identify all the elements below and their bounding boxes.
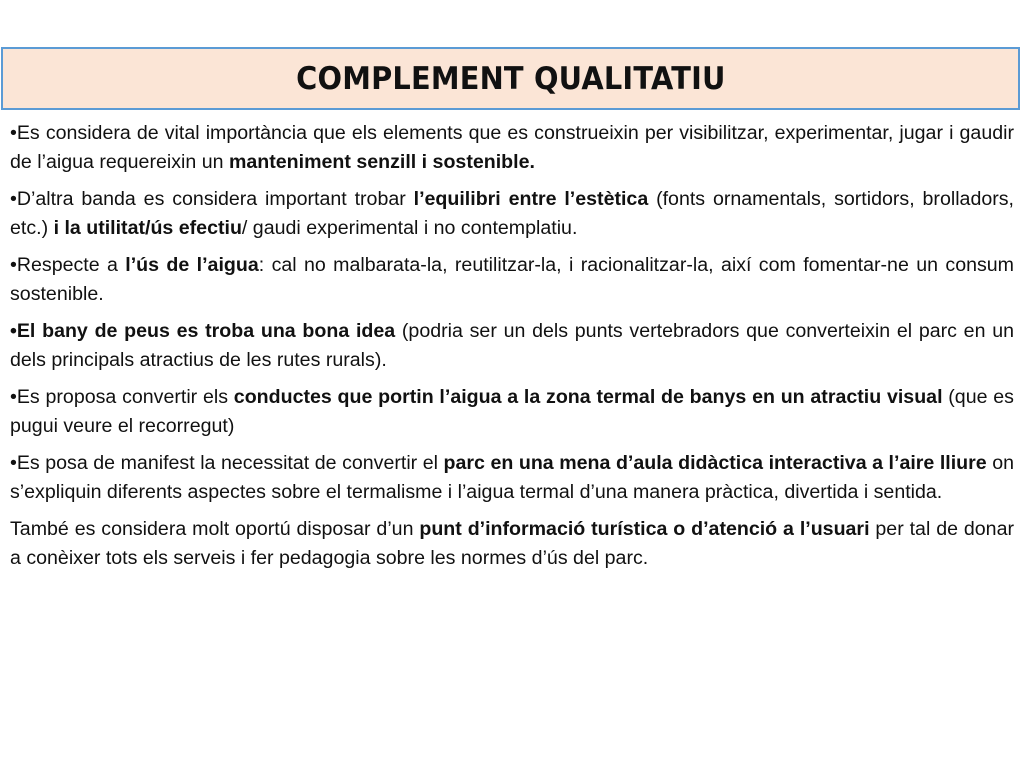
paragraph: [10, 383, 1014, 441]
paragraph-text: •Es posa de manifest la necessitat de convertir el: [10, 452, 444, 474]
paragraph: [10, 119, 1014, 177]
paragraph-text: També es considera molt oportú disposar d’un: [10, 518, 420, 540]
title-box: [1, 47, 1020, 110]
paragraph-text: (que es pugui veure el recorregut): [10, 386, 1014, 437]
paragraph: [10, 317, 1014, 375]
paragraph-text: (fonts ornamentals, sortidors, brolladors, etc.): [10, 188, 1014, 239]
paragraph-bold-text: conductes que portin l’aigua a la zona termal de banys en un atractiu visual: [233, 386, 943, 408]
slide-title: COMPLEMENT QUALITATIU: [295, 60, 726, 97]
paragraph-text: (podria ser un dels punts vertebradors que converteixin el parc en un dels principals atractius de les rutes rurals).: [10, 320, 1015, 371]
slide-body: [10, 119, 1014, 581]
paragraph-bold-text: punt d’informació turística o d’atenció a l’usuari: [419, 518, 870, 540]
paragraph-text: •Respecte a: [10, 254, 126, 276]
paragraph-bold-text: •El bany de peus es troba una bona idea: [10, 320, 396, 342]
paragraph-bold-text: l’ús de l’aigua: [125, 254, 259, 276]
paragraph: [10, 251, 1014, 309]
paragraph-bold-text: manteniment senzill i sostenible.: [228, 151, 535, 173]
paragraph-text: •D’altra banda es considera important trobar: [10, 188, 414, 210]
paragraph-text: •Es proposa convertir els: [10, 386, 234, 408]
paragraph-text: per tal de donar a conèixer tots els serveis i fer pedagogia sobre les normes d’ús del parc.: [10, 518, 1014, 569]
paragraph: [10, 185, 1014, 243]
paragraph-text: : cal no malbarata-la, reutilitzar-la, i racionalitzar-la, així com fomentar-ne un consum sostenible.: [10, 254, 1014, 305]
paragraph-text: / gaudi experimental i no contemplatiu.: [241, 217, 578, 239]
paragraph-bold-text: i la utilitat/ús efectiu: [53, 217, 242, 239]
paragraph-bold-text: l’equilibri entre l’estètica: [413, 188, 649, 210]
paragraph: [10, 515, 1014, 573]
paragraph-text: •Es considera de vital importància que els elements que es construeixin per visibilitzar, experimentar, jugar i gaudir de l’aigua requereixin un: [10, 122, 1014, 173]
paragraph-text: on s’expliquin diferents aspectes sobre el termalisme i l’aigua termal d’una manera pràctica, divertida i sentida.: [10, 452, 1015, 503]
paragraph-bold-text: parc en una mena d’aula didàctica interactiva a l’aire lliure: [443, 452, 987, 474]
paragraph: [10, 449, 1014, 507]
